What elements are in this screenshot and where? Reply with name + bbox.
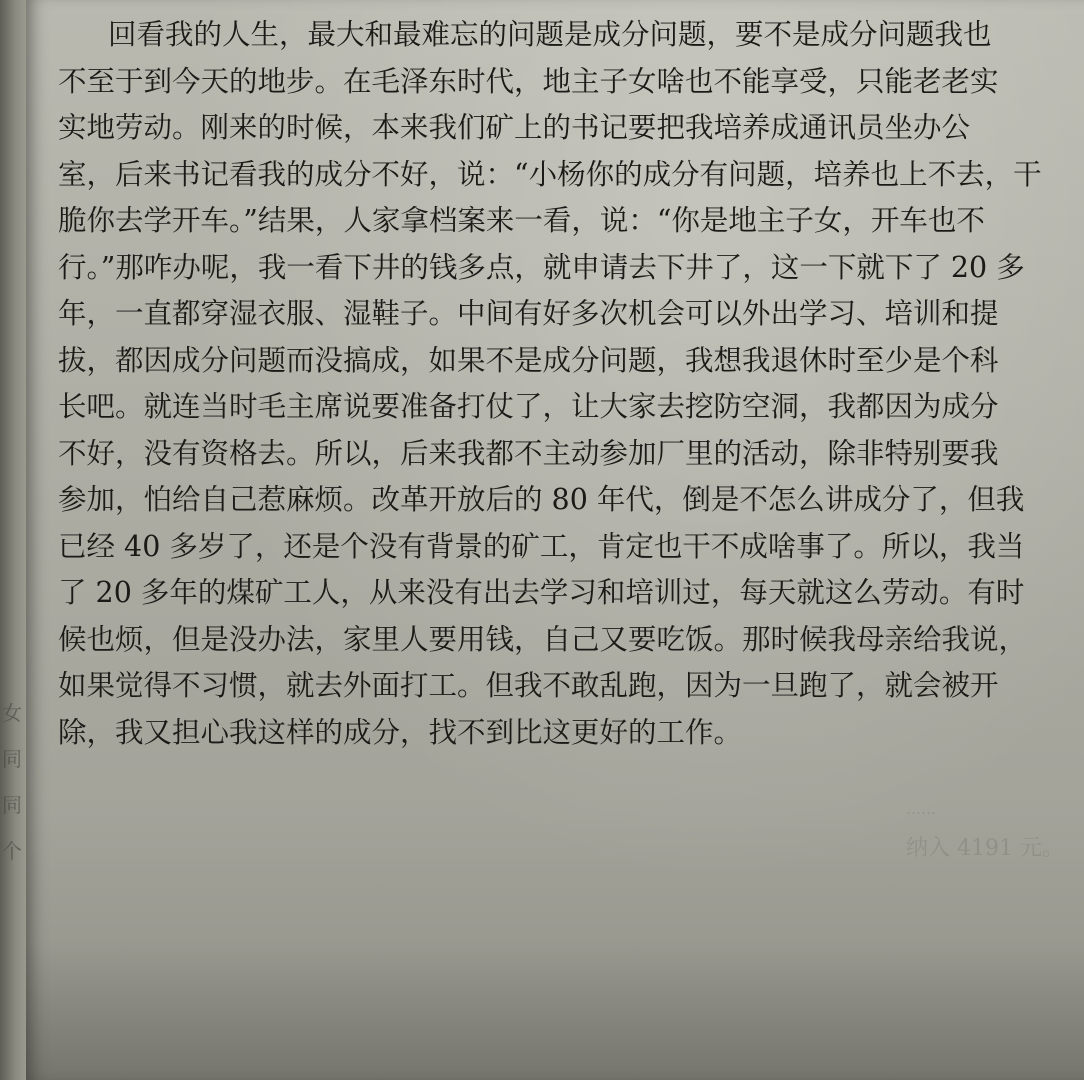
- text-line: 年，一直都穿湿衣服、湿鞋子。中间有好多次机会可以外出学习、培训和提: [58, 297, 999, 330]
- text-line: 长吧。就连当时毛主席说要准备打仗了，让大家去挖防空洞，我都因为成分: [58, 390, 999, 423]
- text-line: 已经 40 多岁了，还是个没有背景的矿工，肯定也干不成啥事了。所以，我当: [58, 529, 1025, 563]
- text-line: 行。”那咋办呢，我一看下井的钱多点，就申请去下井了，这一下就下了 20 多: [58, 250, 1025, 284]
- body-paragraph: [58, 12, 1042, 756]
- text-line: 了 20 多年的煤矿工人，从来没有出去学习和培训过，每天就这么劳动。有时: [58, 576, 1025, 609]
- text-line: 回看我的人生，最大和最难忘的问题是成分问题，要不是成分问题我也: [108, 18, 992, 51]
- facing-page-fragment: 同: [2, 747, 22, 771]
- facing-page-fragment: 女: [2, 701, 22, 725]
- page-shadow: [26, 940, 1084, 1080]
- text-line: 室，后来书记看我的成分不好，说：“小杨你的成分有问题，培养也上不去，干: [58, 157, 1042, 191]
- text-line: 脆你去学开车。”结果，人家拿档案来一看，说：“你是地主子女，开车也不: [58, 204, 985, 237]
- facing-page-fragment: 同: [2, 793, 22, 817]
- text-line: 拔，都因成分问题而没搞成，如果不是成分问题，我想我退休时至少是个科: [58, 343, 999, 377]
- text-line: 不至于到今天的地步。在毛泽东时代，地主子女啥也不能享受，只能老老实: [58, 64, 999, 98]
- text-line: 如果觉得不习惯，就去外面打工。但我不敢乱跑，因为一旦跑了，就会被开: [58, 669, 999, 702]
- text-line: 不好，没有资格去。所以，后来我都不主动参加厂里的活动，除非特别要我: [58, 436, 999, 470]
- book-page: [26, 0, 1084, 1080]
- text-line: 参加，怕给自己惹麻烦。改革开放后的 80 年代，倒是不怎么讲成分了，但我: [58, 483, 1025, 516]
- facing-page-fragment: 个: [2, 839, 22, 863]
- text-line: 候也烦，但是没办法，家里人要用钱，自己又要吃饭。那时候我母亲给我说，: [58, 622, 1028, 656]
- bleed-through-line: 纳入 4191 元。: [906, 836, 1064, 860]
- facing-page-fragments: [2, 690, 24, 874]
- text-line: 除，我又担心我这样的成分，找不到比这更好的工作。: [58, 715, 743, 749]
- bleed-through-line: ……: [906, 800, 936, 818]
- bleed-through-text: [906, 798, 1076, 860]
- text-line: 实地劳动。刚来的时候，本来我们矿上的书记要把我培养成通讯员坐办公: [58, 111, 971, 144]
